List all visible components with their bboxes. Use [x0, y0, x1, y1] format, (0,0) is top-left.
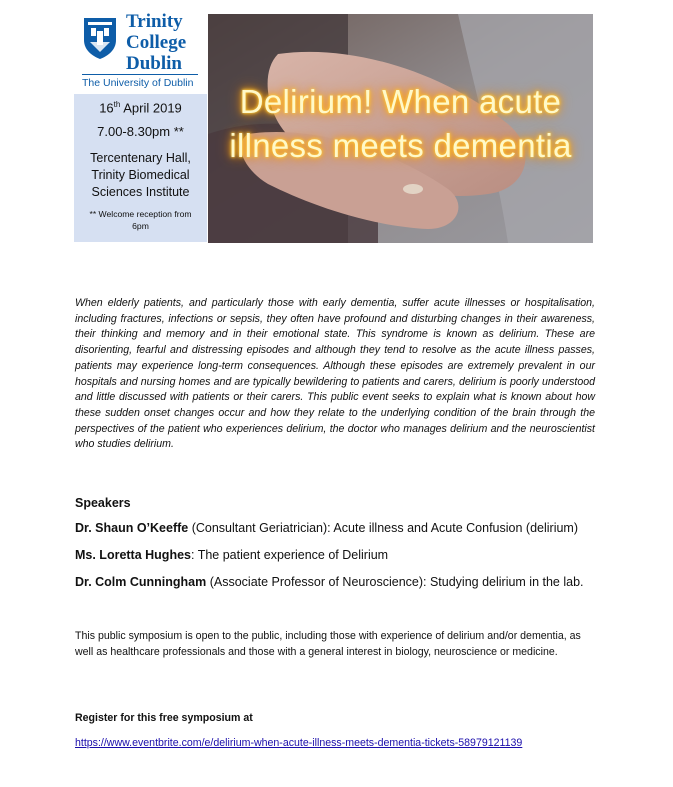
logo-wordmark: Trinity College Dublin — [126, 11, 187, 74]
trinity-logo — [74, 10, 204, 94]
eventbrite-link[interactable]: https://www.eventbrite.com/e/delirium-when-acute-illness-meets-dementia-tickets-58979121139 — [75, 737, 523, 749]
speakers-heading: Speakers — [75, 496, 131, 510]
event-note: ** Welcome reception from 6pm — [89, 209, 192, 231]
speaker-item: Ms. Loretta Hughes: The patient experience of Delirium — [75, 548, 389, 562]
hero-image — [208, 14, 593, 243]
shield-crest-icon — [82, 16, 118, 60]
logo-subtitle: The University of Dublin — [82, 77, 194, 89]
audience-info: This public symposium is open to the public, including those with experience of delirium and/or dementia, as well as healthcare professionals and those with a general interest in biology, neuroscience or medicine. — [75, 630, 581, 658]
speaker-item: Dr. Shaun O’Keeffe (Consultant Geriatrician): Acute illness and Acute Confusion (delirium) — [75, 521, 578, 535]
speaker-item: Dr. Colm Cunningham (Associate Professor of Neuroscience): Studying delirium in the lab. — [75, 575, 584, 589]
event-time: 7.00-8.30pm ** — [97, 124, 184, 139]
intro-paragraph: When elderly patients, and particularly those with early dementia, suffer acute illnesses or hospitalisation, including fractures, infections or sepsis, they often have profound and disturbing changes in their awareness, their thinking and memory and in their emotional state. This syndrome is known as delirium. These are disorienting, fearful and distressing episodes and although they tend to resolve as the acute illness passes, patients may experience long-term consequences. Although these episodes are extremely prevalent in our hospitals and nursing homes and are typically bewildering to patients and carers, delirium is poorly understood and little discussed with patients or their carers. This public event seeks to explain what is known about how these sudden onset changes occur and how they relate to the underlying condition of the brain through the perspectives of the patient who experiences delirium, the doctor who manages delirium and the neuroscientist who studies delirium. — [75, 297, 595, 451]
event-date: 16th April 2019 — [99, 100, 182, 116]
event-venue: Tercentenary Hall, Trinity Biomedical Sciences Institute — [90, 151, 191, 199]
logo-divider — [82, 74, 198, 75]
event-details-panel — [74, 94, 207, 242]
register-label: Register for this free symposium at — [75, 712, 253, 724]
event-headline: Delirium! When acute illness meets dementia — [229, 83, 572, 164]
